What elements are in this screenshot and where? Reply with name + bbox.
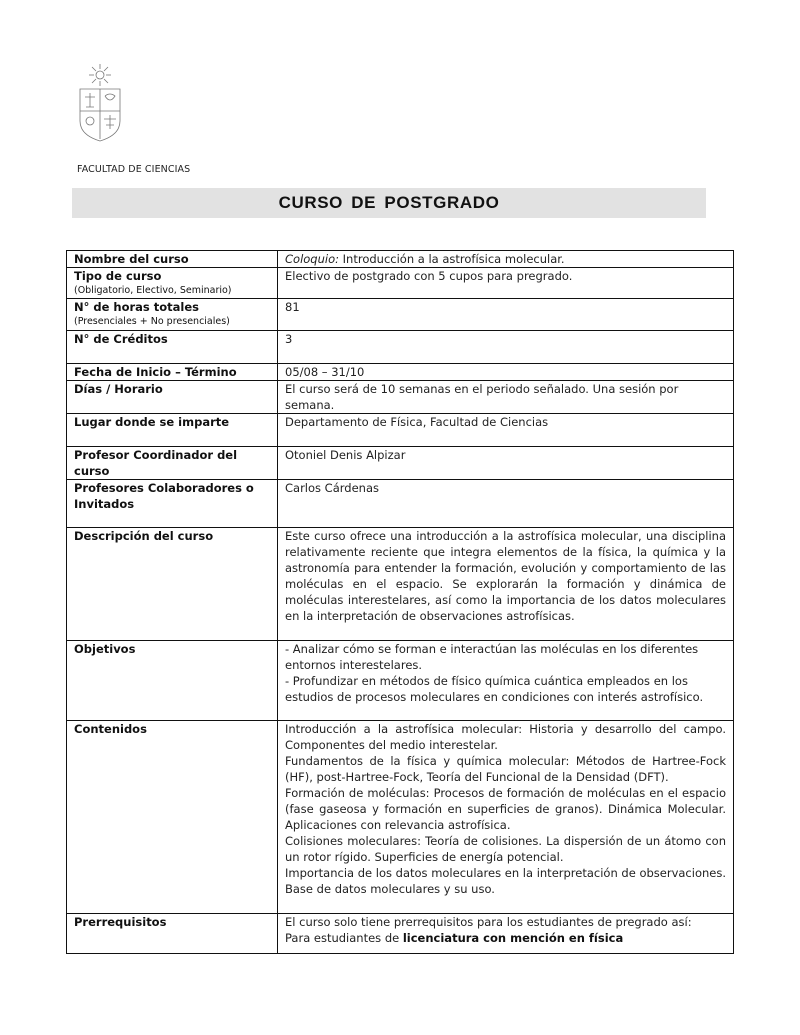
row-colaboradores: [67, 480, 734, 528]
contenido-item: Colisiones moleculares: Teoría de colisiones. La dispersión de un átomo con un rotor rígido. Superficies de energía potencial.: [285, 834, 726, 864]
label-lugar: Lugar donde se imparte: [67, 414, 278, 447]
label-tipo-sub: (Obligatorio, Electivo, Seminario): [74, 285, 232, 296]
value-horas: 81: [278, 299, 734, 331]
contenido-item: Formación de moléculas: Procesos de formación de moléculas en el espacio (fase gaseosa y formación en superficies de granos). Dinámica Molecular. Aplicaciones con relevancia astrofísica.: [285, 786, 726, 832]
prerrequisitos-line1: El curso solo tiene prerrequisitos para los estudiantes de pregrado así:: [285, 915, 692, 929]
label-horas: [67, 299, 278, 331]
label-dias: Días / Horario: [67, 381, 278, 414]
objetivo-item: - Analizar cómo se forman e interactúan las moléculas en los diferentes entornos interestelares.: [285, 642, 699, 672]
title-banner: [72, 188, 706, 218]
label-tipo-main: Tipo de curso: [74, 269, 162, 283]
label-horas-main: N° de horas totales: [74, 300, 200, 314]
contenido-item: Importancia de los datos moleculares en la interpretación de observaciones. Base de datos moleculares y su uso.: [285, 866, 726, 896]
value-lugar: Departamento de Física, Facultad de Ciencias: [278, 414, 734, 447]
label-colaboradores: Profesores Colaboradores o Invitados: [67, 480, 278, 528]
prerrequisitos-line2-bold: licenciatura con mención en física: [402, 931, 624, 945]
faculty-name: FACULTAD DE CIENCIAS: [77, 164, 191, 175]
value-objetivos: [278, 641, 734, 721]
value-creditos: 3: [278, 331, 734, 364]
label-descripcion: Descripción del curso: [67, 528, 278, 641]
prerrequisitos-line2: [285, 930, 726, 946]
row-fecha: [67, 364, 734, 381]
contenido-item: Introducción a la astrofísica molecular: Historia y desarrollo del campo. Componentes del medio interestelar.: [285, 722, 726, 752]
value-nombre-text: Introducción a la astrofísica molecular.: [339, 252, 565, 266]
value-prerrequisitos: [278, 914, 734, 954]
label-nombre: Nombre del curso: [67, 251, 278, 268]
course-info-table: [66, 250, 734, 954]
row-coordinador: [67, 447, 734, 480]
label-fecha: Fecha de Inicio – Término: [67, 364, 278, 381]
university-seal-logo: [76, 63, 124, 143]
objetivo-item: - Profundizar en métodos de físico química cuántica empleados en los estudios de procesos moleculares en condiciones con interés astrofísico.: [285, 674, 704, 704]
prerrequisitos-line2-text: Para estudiantes de: [285, 931, 403, 945]
value-dias: El curso será de 10 semanas en el periodo señalado. Una sesión por semana.: [278, 381, 734, 414]
value-nombre-italic: Coloquio:: [285, 252, 339, 266]
row-objetivos: [67, 641, 734, 721]
label-tipo: [67, 268, 278, 299]
label-objetivos: Objetivos: [67, 641, 278, 721]
row-descripcion: [67, 528, 734, 641]
value-colaboradores: Carlos Cárdenas: [278, 480, 734, 528]
label-creditos: N° de Créditos: [67, 331, 278, 364]
row-nombre: [67, 251, 734, 268]
label-horas-sub: (Presenciales + No presenciales): [74, 316, 230, 327]
row-horas: [67, 299, 734, 331]
label-contenidos: Contenidos: [67, 721, 278, 914]
value-contenidos: [278, 721, 734, 914]
value-fecha: 05/08 – 31/10: [278, 364, 734, 381]
value-descripcion: Este curso ofrece una introducción a la astrofísica molecular, una disciplina relativamente reciente que integra elementos de la física, la química y la astronomía para entender la formación, evolución y comportamiento de las moléculas en el espacio. Se explorarán la formación y dinámica de moléculas interestelares, así como la importancia de los datos moleculares en la interpretación de observaciones astrofísicas.: [278, 528, 734, 641]
label-coordinador: Profesor Coordinador del curso: [67, 447, 278, 480]
value-nombre: [278, 251, 734, 268]
row-lugar: [67, 414, 734, 447]
value-tipo: Electivo de postgrado con 5 cupos para pregrado.: [278, 268, 734, 299]
page-title: CURSO DE POSTGRADO: [278, 193, 500, 212]
value-coordinador: Otoniel Denis Alpizar: [278, 447, 734, 480]
contenido-item: Fundamentos de la física y química molecular: Métodos de Hartree-Fock (HF), post-Hartree-Fock, Teoría del Funcional de la Densidad (DFT).: [285, 754, 726, 784]
row-contenidos: [67, 721, 734, 914]
row-dias: [67, 381, 734, 414]
row-prerrequisitos: [67, 914, 734, 954]
row-creditos: [67, 331, 734, 364]
row-tipo: [67, 268, 734, 299]
label-prerrequisitos: Prerrequisitos: [67, 914, 278, 954]
